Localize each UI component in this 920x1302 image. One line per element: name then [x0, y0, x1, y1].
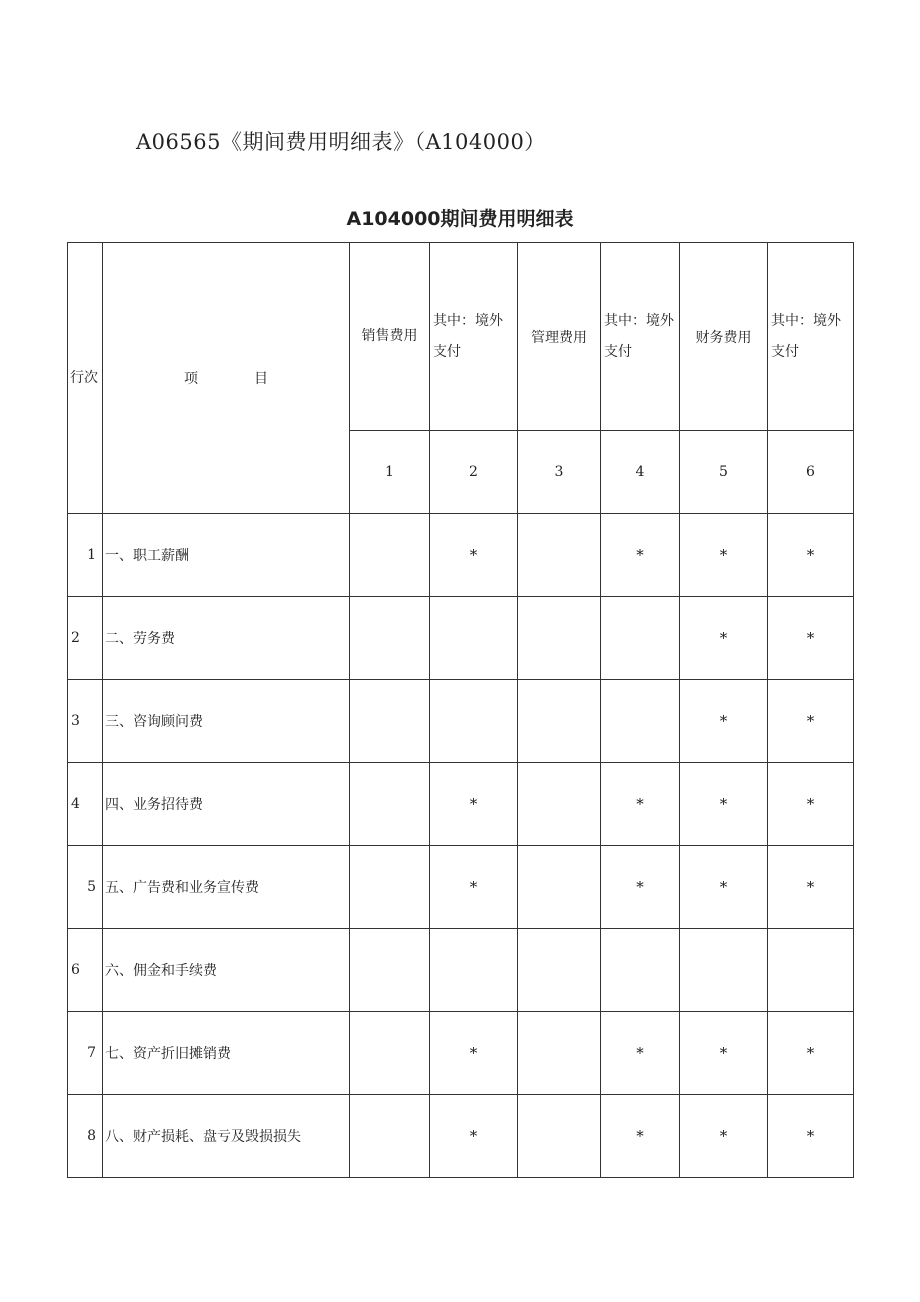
table-row: [68, 846, 854, 929]
cell-finance-overseas[interactable]: *: [768, 846, 854, 929]
cell-sales-overseas[interactable]: *: [430, 846, 518, 929]
header-admin-overseas: 其中：境外支付: [601, 243, 680, 431]
cell-admin-overseas[interactable]: *: [601, 1012, 680, 1095]
column-number: 4: [601, 431, 680, 514]
table-title: A104000期间费用明细表: [346, 208, 574, 230]
cell-sales-overseas[interactable]: [430, 597, 518, 680]
cell-admin-expense[interactable]: [518, 929, 601, 1012]
row-item: 六、佣金和手续费: [103, 929, 350, 1012]
header-admin-expense: 管理费用: [518, 243, 601, 431]
cell-finance-expense[interactable]: *: [680, 1012, 768, 1095]
row-item: 四、业务招待费: [103, 763, 350, 846]
column-number: 3: [518, 431, 601, 514]
cell-finance-expense[interactable]: *: [680, 680, 768, 763]
row-number: 7: [68, 1012, 103, 1095]
header-sales-overseas: 其中：境外支付: [430, 243, 518, 431]
row-number: 2: [68, 597, 103, 680]
row-item: 五、广告费和业务宣传费: [103, 846, 350, 929]
cell-admin-overseas[interactable]: [601, 929, 680, 1012]
table-row: [68, 514, 854, 597]
table-row: [68, 597, 854, 680]
cell-sales-overseas[interactable]: *: [430, 1012, 518, 1095]
expense-detail-table: [67, 242, 854, 1178]
column-number: 6: [768, 431, 854, 514]
header-row: [68, 243, 854, 431]
column-number: 2: [430, 431, 518, 514]
cell-admin-overseas[interactable]: *: [601, 763, 680, 846]
cell-finance-overseas[interactable]: *: [768, 1012, 854, 1095]
table-row: [68, 1012, 854, 1095]
document-heading: A06565《期间费用明细表》（A104000）: [136, 130, 546, 154]
cell-sales-expense[interactable]: [350, 929, 430, 1012]
row-item: 一、职工薪酬: [103, 514, 350, 597]
row-number: 5: [68, 846, 103, 929]
cell-admin-overseas[interactable]: [601, 680, 680, 763]
row-number: 3: [68, 680, 103, 763]
row-number: 4: [68, 763, 103, 846]
cell-admin-overseas[interactable]: [601, 597, 680, 680]
header-finance-overseas: 其中：境外支付: [768, 243, 854, 431]
cell-sales-expense[interactable]: [350, 1012, 430, 1095]
cell-sales-overseas[interactable]: *: [430, 763, 518, 846]
cell-finance-expense[interactable]: *: [680, 846, 768, 929]
cell-finance-overseas[interactable]: *: [768, 1095, 854, 1178]
cell-finance-overseas[interactable]: *: [768, 763, 854, 846]
cell-finance-overseas[interactable]: *: [768, 514, 854, 597]
column-number: 1: [350, 431, 430, 514]
cell-admin-overseas[interactable]: *: [601, 846, 680, 929]
cell-sales-overseas[interactable]: [430, 929, 518, 1012]
cell-finance-expense[interactable]: [680, 929, 768, 1012]
row-number: 8: [68, 1095, 103, 1178]
row-item: 八、财产损耗、盘亏及毁损损失: [103, 1095, 350, 1178]
cell-finance-overseas[interactable]: *: [768, 680, 854, 763]
table-row: [68, 1095, 854, 1178]
cell-admin-overseas[interactable]: *: [601, 514, 680, 597]
cell-finance-expense[interactable]: *: [680, 597, 768, 680]
header-sales-expense: 销售费用: [350, 243, 430, 431]
row-item: 二、劳务费: [103, 597, 350, 680]
cell-finance-expense[interactable]: *: [680, 514, 768, 597]
cell-admin-expense[interactable]: [518, 763, 601, 846]
header-item: 项 目: [103, 243, 350, 514]
row-item: 三、咨询顾问费: [103, 680, 350, 763]
cell-sales-overseas[interactable]: *: [430, 514, 518, 597]
row-item: 七、资产折旧摊销费: [103, 1012, 350, 1095]
cell-finance-overseas[interactable]: [768, 929, 854, 1012]
cell-sales-expense[interactable]: [350, 680, 430, 763]
cell-sales-expense[interactable]: [350, 597, 430, 680]
header-row-no: 行次: [68, 243, 103, 514]
cell-admin-overseas[interactable]: *: [601, 1095, 680, 1178]
cell-sales-overseas[interactable]: *: [430, 1095, 518, 1178]
table-row: [68, 929, 854, 1012]
row-number: 1: [68, 514, 103, 597]
cell-sales-overseas[interactable]: [430, 680, 518, 763]
table-row: [68, 680, 854, 763]
column-number: 5: [680, 431, 768, 514]
cell-admin-expense[interactable]: [518, 597, 601, 680]
header-finance-expense: 财务费用: [680, 243, 768, 431]
cell-admin-expense[interactable]: [518, 846, 601, 929]
cell-sales-expense[interactable]: [350, 514, 430, 597]
cell-finance-expense[interactable]: *: [680, 1095, 768, 1178]
cell-sales-expense[interactable]: [350, 763, 430, 846]
cell-admin-expense[interactable]: [518, 1012, 601, 1095]
cell-admin-expense[interactable]: [518, 1095, 601, 1178]
cell-finance-overseas[interactable]: *: [768, 597, 854, 680]
cell-finance-expense[interactable]: *: [680, 763, 768, 846]
cell-admin-expense[interactable]: [518, 680, 601, 763]
cell-sales-expense[interactable]: [350, 1095, 430, 1178]
cell-admin-expense[interactable]: [518, 514, 601, 597]
cell-sales-expense[interactable]: [350, 846, 430, 929]
row-number: 6: [68, 929, 103, 1012]
table-row: [68, 763, 854, 846]
